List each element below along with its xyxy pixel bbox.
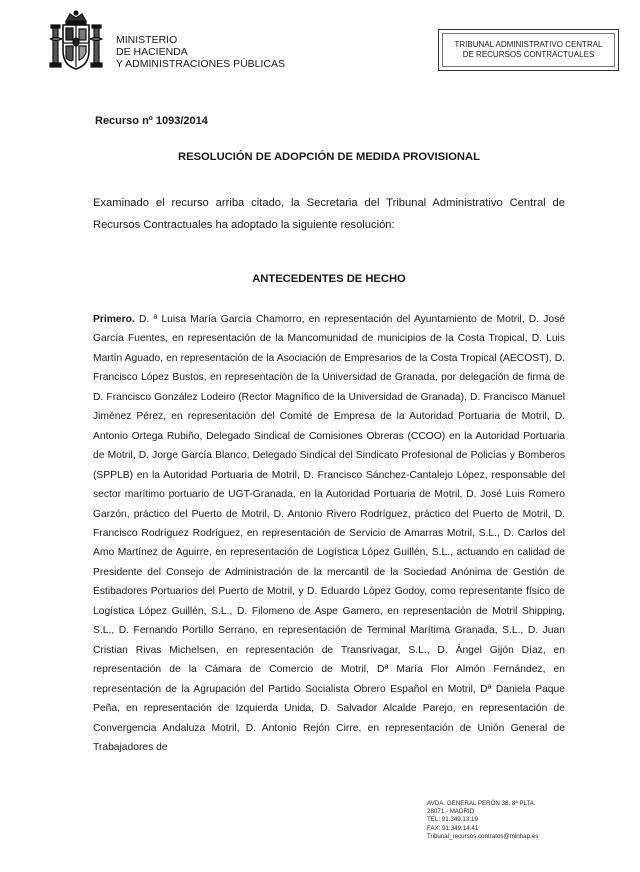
tribunal-line: DE RECURSOS CONTRACTUALES <box>462 50 595 59</box>
tribunal-header-box <box>438 29 619 71</box>
coat-of-arms-icon <box>48 9 104 73</box>
tribunal-line: TRIBUNAL ADMINISTRATIVO CENTRAL <box>454 40 603 49</box>
resolution-title: RESOLUCIÓN DE ADOPCIÓN DE MEDIDA PROVISIONAL <box>178 151 480 163</box>
ministry-name <box>116 34 285 70</box>
paragraph-body: D. ª Luisa María García Chamorro, en representación del Ayuntamiento de Motril, D. José García Fuentes, en representación de la Mancomunidad de municipios de la Costa Tropical, D. Luis Martín Aguado, en representación de la Asociación de Empresarios de la Costa Tropical (AECOST), D. Francisco López Bustos, en representación de la Universidad de Granada, por delegación de firma de D. Francisco González Lodeiro (Rector Magnífico de la Universidad de Granada), D. Francisco Manuel Jiménez Pérez, en representación del Comité de Empresa de la Autoridad Portuaria de Motril, D. Antonio Ortega Rubiño, Delegado Sindical de Comisiones Obreras (CCOO) en la Autoridad Portuaria de Motril, D. Jorge García Blanco, Delegado Sindical del Sindicato Profesional de Policías y Bomberos (SPPLB) en la Autoridad Portuaria de Motril, D. Francisco Sánchez-Cantalejo López, responsable del sector marítimo portuario de UGT-Granada, en la Autoridad Portuaria de Motril, D. José Luis Romero Garzón, práctico del Puerto de Motril, D. Antonio Rivero Rodríguez, práctico del Puerto de Motril, D. Francisco Rodríguez Rodríguez, en representación de Servicio de Amarras Motril, S.L., D. Carlos del Amo Martínez de Aguirre, en representación de Logística López Guillén, S.L., actuando en calidad de Presidente del Consejo de Administración de la mercantil de la Sociedad Anónima de Gestión de Estibadores Portuarios del Puerto de Motril, y D. Eduardo López Godoy, como representante físico de Logística López Guillén, S.L., D. Filomeno de Aspe Gamero, en representación de Motril Shipping, S.L., D. Fernando Portillo Serrano, en representación de Terminal Marítima Granada, S.L., D. Juan Cristian Rivas Michelsen, en representación de Transrivagar, S.L., D. Ángel Gijón Díaz, en representación de la Cámara de Comercio de Motril, Dª María Flor Almón Fernández, en representación de la Agrupación del Partido Socialista Obrero Español en Motril, Dª Daniela Paque Peña, en representación de Izquierda Unida, D. Salvador Alcalde Parejo, en representación de Convergencia Andaluza Motril, D. Antonio Rejón Cirre, en representación de Unión General de Trabajadores de <box>93 314 565 753</box>
footer-address <box>427 800 538 841</box>
intro-paragraph: Examinado el recurso arriba citado, la Secretaria del Tribunal Administrativo Central de Recursos Contractuales ha adoptado la siguiente resolución: <box>93 197 565 231</box>
ministry-line: DE HACIENDA <box>116 46 188 58</box>
section-heading: ANTECEDENTES DE HECHO <box>252 273 406 285</box>
address-line: AVDA. GENERAL PERÓN 38, 8ª PLTA. <box>427 800 536 807</box>
phone-number: TEL: 91.349.13.19 <box>427 816 478 824</box>
address-line: 28071 - MADRID <box>427 808 475 816</box>
case-number: Recurso nº 1093/2014 <box>95 115 208 127</box>
first-fact-paragraph <box>93 310 565 757</box>
paragraph-lead: Primero. <box>93 314 135 325</box>
fax-number: FAX: 91.349.14.41 <box>427 824 479 832</box>
ministry-line: MINISTERIO <box>116 34 178 46</box>
email-address: Tribunal_recursos.contratos@minhap.es <box>427 832 539 840</box>
ministry-line: Y ADMINISTRACIONES PÚBLICAS <box>116 58 286 70</box>
